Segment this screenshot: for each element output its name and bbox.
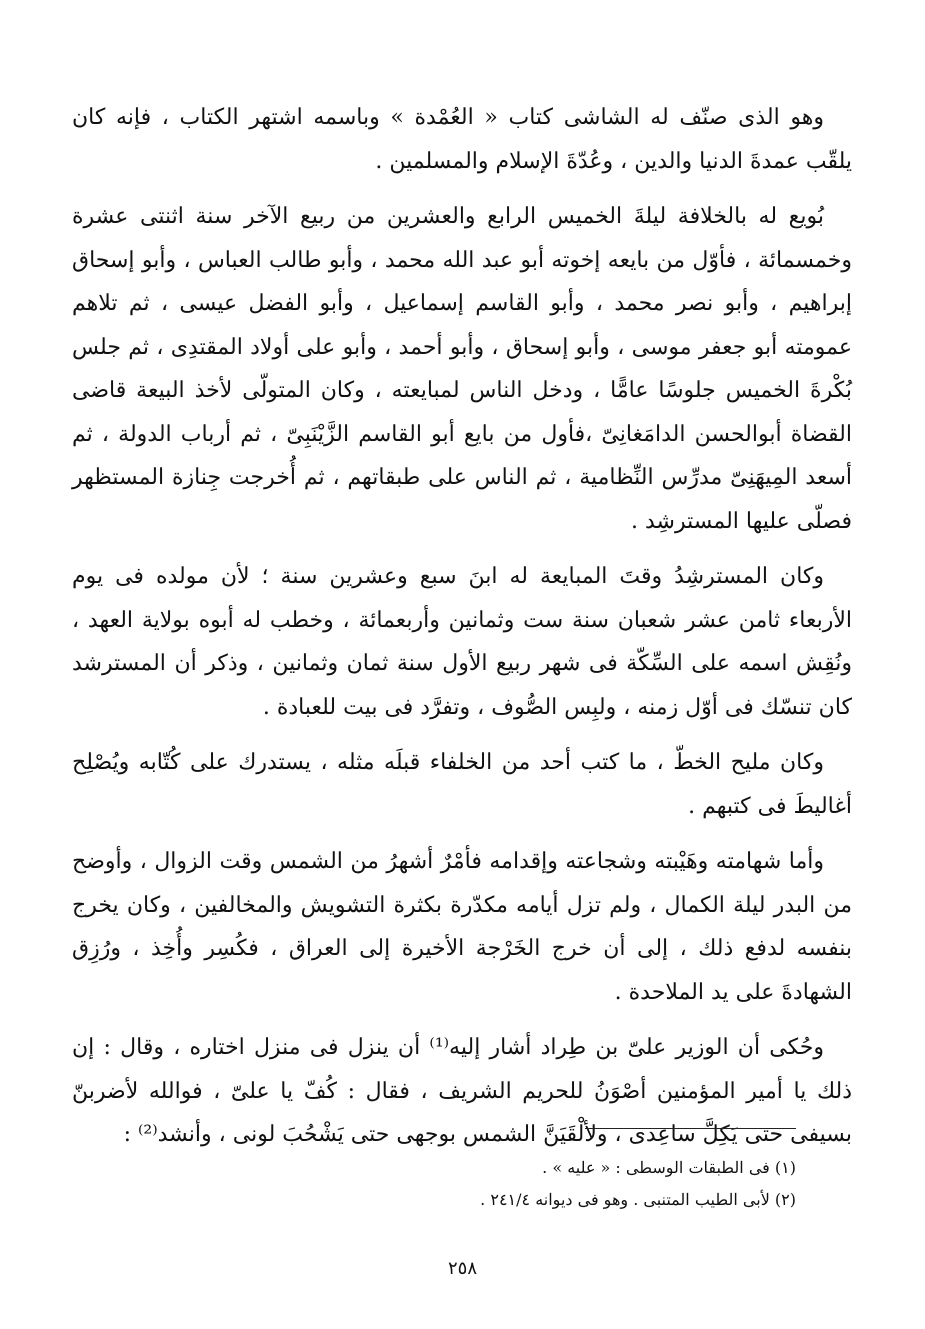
footnote-1: (١) فى الطبقات الوسطى : « عليه » . — [542, 1158, 796, 1177]
footnote-divider — [585, 1128, 796, 1129]
paragraph-1: وهو الذى صنّف له الشاشى كتاب « العُمْدة » وباسمه اشتهر الكتاب ، فإنه كان يلقّب عمدةَ الدنيا والدين ، وعُدّةَ الإسلام والمسلمين . — [72, 105, 852, 174]
footnotes — [360, 1152, 796, 1216]
paragraph-6: وحُكى أن الوزير علىّ بن طِراد أشار إليه⁽¹⁾ أن ينزل فى منزل اختاره ، وقال : إن ذلك يا أمير المؤمنين أصْوَنُ للحريم الشريف ، فقال : كُفّ يا علىّ ، فوالله لأضربنّ بسيفى حتى يَكِلَّ ساعِدى ، ولألْقَيَنَّ الشمس بوجهى حتى يَشْحُبَ لونى ، وأنشد⁽²⁾ : — [72, 1035, 852, 1147]
page-number: ٢٥٨ — [447, 1258, 477, 1279]
main-text — [72, 96, 852, 1169]
paragraph-2: بُويع له بالخلافة ليلةَ الخميس الرابع والعشرين من ربيع الآخر سنة اثنتى عشرة وخمسمائة ، فأوّل من بايعه إخوته أبو عبد الله محمد ، وأبو طالب العباس ، وأبو إسحاق إبراهيم ، وأبو نصر محمد ، وأبو القاسم إسماعيل ، وأبو الفضل عيسى ، ثم تلاهم عمومته أبو جعفر موسى ، وأبو إسحاق ، وأبو أحمد ، وأبو على أولاد المقتدِى ، ثم جلس بُكْرةَ الخميس جلوسًا عامًّا ، ودخل الناس لمبايعته ، وكان المتولّى لأخذ البيعة قاضى القضاة أبوالحسن الدامَغانِىّ ،فأول من بايع أبو القاسم الزَّيْنَبِىّ ، ثم أرباب الدولة ، ثم أسعد المِيهَنِىّ مدرِّس النِّظامية ، ثم الناس على طبقاتهم ، ثم أُخرجت جِنازة المستظهر فصلّى عليها المسترشِد . — [72, 204, 852, 534]
paragraph-5: وأما شهامته وهَيْبته وشجاعته وإقدامه فأمْرٌ أشهرُ من الشمس وقت الزوال ، وأوضح من البدر ليلة الكمال ، ولم تزل أيامه مكدّرة بكثرة التشويش والمخالفين ، وكان يخرج بنفسه لدفع ذلك ، إلى أن خرج الخَرْجة الأخيرة إلى العراق ، فكُسِر وأُخِذ ، ورُزِق الشهادةَ على يد الملاحدة . — [72, 849, 852, 1005]
footnote-2: (٢) لأبى الطيب المتنبى . وهو فى ديوانه ٢٤١/٤ . — [480, 1190, 796, 1209]
paragraph-3: وكان المسترشِدُ وقتَ المبايعة له ابنَ سبع وعشرين سنة ؛ لأن مولده فى يوم الأربعاء ثامن عشر شعبان سنة ست وثمانين وأربعمائة ، وخطب له أبوه بولاية العهد ، ونُقِش اسمه على السِّكّة فى شهر ربيع الأول سنة ثمان وثمانين ، وذكر أن المسترشد كان تنسّك فى أوّل زمنه ، ولبِس الصُّوف ، وتفرَّد فى بيت للعبادة . — [72, 564, 852, 720]
paragraph-4: وكان مليح الخطّ ، ما كتب أحد من الخلفاء قبلَه مثله ، يستدرك على كُتّابه ويُصْلِح أغاليطَ فى كتبهم . — [72, 750, 852, 819]
